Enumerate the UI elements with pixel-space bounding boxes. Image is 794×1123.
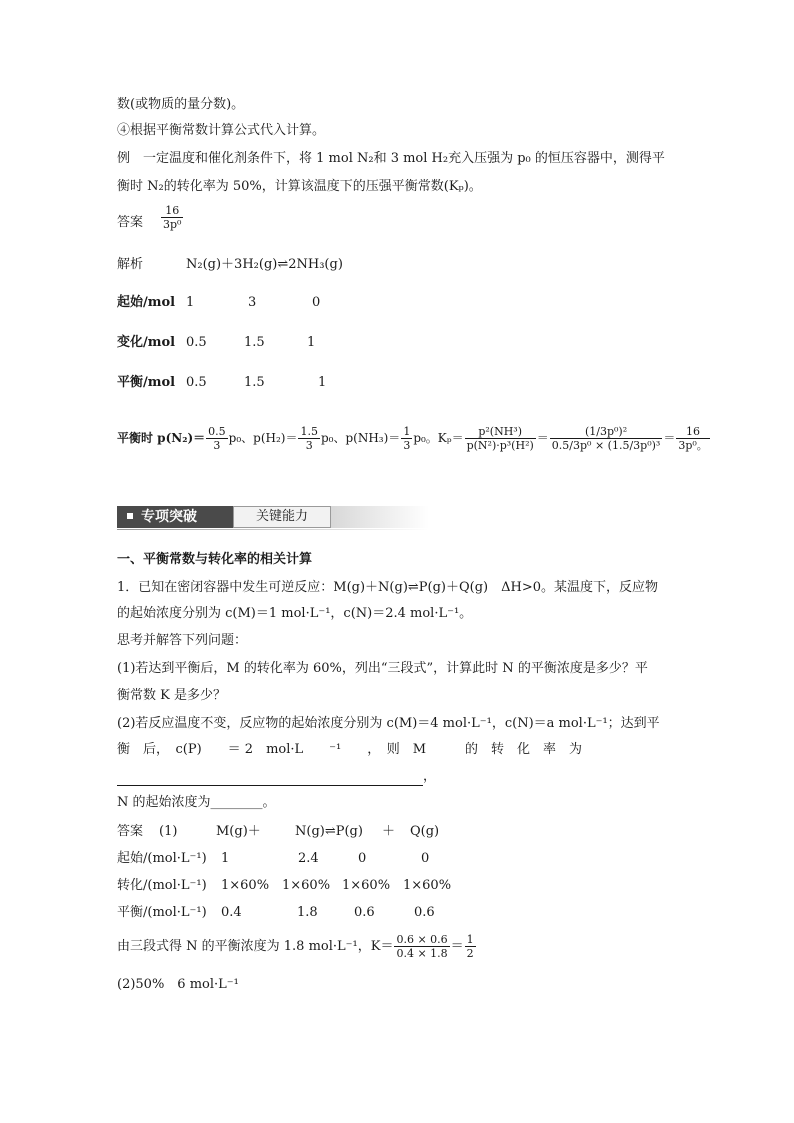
ex-cell: 1.5 (244, 375, 265, 390)
analysis-label: 解析 (117, 257, 144, 272)
ex-cell: 1 (318, 375, 327, 390)
ex-row-label-eq: 平衡/mol (117, 375, 176, 390)
frac-den: 3 (305, 439, 313, 452)
square-icon (127, 513, 133, 519)
ex-row-label-start: 起始/mol (117, 295, 176, 310)
frac-den: 2 (466, 947, 474, 960)
kp-text: p₀、p(NH₃)＝ (320, 431, 401, 445)
answer2-label: 答案 (117, 824, 144, 839)
a2-row-label: 平衡/(mol·L⁻¹) (117, 905, 207, 920)
frac-den: 0.4 × 1.8 (396, 947, 448, 960)
question-line: (1)若达到平衡后，M 的转化率为 60%，列出“三段式”，计算此时 N 的平衡浓度是多少？平 (117, 661, 648, 676)
ex-cell: 1 (186, 295, 195, 310)
kp-prefix: 平衡时 p(N₂)＝ (117, 431, 206, 445)
intro-line-2: ④根据平衡常数计算公式代入计算。 (117, 123, 326, 138)
answer2-part: (1) (159, 824, 178, 839)
k-equation (117, 933, 477, 960)
question-line: 衡常数 K 是多少？ (117, 688, 226, 703)
a2-cell: 2.4 (298, 851, 319, 866)
banner-rule (117, 529, 429, 530)
example-line-1: 例 一定温度和催化剂条件下，将 1 mol N₂和 3 mol H₂充入压强为 p₀ 的恒压容器中，测得平 (117, 151, 665, 166)
answer-blank (117, 771, 423, 786)
reaction-cell: N(g)⇌P(g) (295, 824, 363, 839)
frac-num: 1 (466, 933, 474, 946)
ex-cell: 1.5 (244, 335, 265, 350)
a2-cell: 1.8 (297, 905, 318, 920)
a2-row-label: 转化/(mol·L⁻¹) (117, 878, 207, 893)
answer-blank-line (117, 768, 436, 786)
banner-light: 关键能力 (233, 506, 331, 528)
k-text: 由三段式得 N 的平衡浓度为 1.8 mol·L⁻¹，K＝ (117, 939, 394, 954)
example-answer-label: 答案 (117, 215, 144, 230)
answer-denominator: 3p⁰ (163, 218, 182, 231)
frac-den: 0.5/3p⁰ × (1.5/3p⁰)³ (551, 439, 661, 452)
kp-equation (117, 425, 711, 452)
section-banner (117, 506, 429, 528)
answer2-part2: (2)50% 6 mol·L⁻¹ (117, 977, 239, 992)
banner-fade (331, 506, 429, 528)
reaction-cell: M(g)＋ (216, 824, 261, 839)
equals: ＝ (450, 939, 464, 954)
frac-den: 3 (213, 439, 221, 452)
frac-num: 0.5 (208, 425, 226, 438)
a2-cell: 1×60% (403, 878, 452, 893)
question-line: 的起始浓度分别为 c(M)＝1 mol·L⁻¹，c(N)＝2.4 mol·L⁻¹。 (117, 606, 473, 621)
a2-cell: 0.4 (221, 905, 242, 920)
analysis-reaction: N₂(g)＋3H₂(g)⇌2NH₃(g) (186, 257, 343, 272)
frac-den: 3p⁰。 (678, 439, 708, 452)
ex-cell: 0 (312, 295, 321, 310)
a2-row-label: 起始/(mol·L⁻¹) (117, 851, 207, 866)
a2-cell: 0 (421, 851, 430, 866)
equals: ＝ (663, 431, 676, 445)
a2-cell: 1×60% (221, 878, 270, 893)
frac-num: 1.5 (300, 425, 318, 438)
reaction-cell: ＋ (382, 824, 396, 839)
kp-text: p₀。Kₚ＝ (413, 431, 464, 445)
frac-num: 16 (676, 425, 709, 439)
frac-den: p(N²)·p³(H²) (466, 439, 534, 452)
a2-cell: 0.6 (354, 905, 375, 920)
example-line-2: 衡时 N₂的转化率为 50%，计算该温度下的压强平衡常数(Kₚ)。 (117, 179, 482, 194)
frac-den: 3 (403, 439, 411, 452)
ex-cell: 1 (307, 335, 316, 350)
intro-line-1: 数(或物质的量分数)。 (117, 97, 245, 112)
example-answer-fraction (160, 204, 184, 231)
a2-cell: 0.6 (414, 905, 435, 920)
question-line: 1．已知在密闭容器中发生可逆反应：M(g)＋N(g)⇌P(g)＋Q(g) ΔH>0。某温度下，反应物 (117, 580, 659, 595)
equals: ＝ (536, 431, 549, 445)
question-line: 思考并解答下列问题： (117, 633, 248, 648)
kp-text: p₀、p(H₂)＝ (228, 431, 298, 445)
question-line: (2)若反应温度不变，反应物的起始浓度分别为 c(M)＝4 mol·L⁻¹，c(N)＝a mol·L⁻¹；达到平 (117, 716, 660, 731)
a2-cell: 0 (358, 851, 367, 866)
a2-cell: 1×60% (342, 878, 391, 893)
ex-cell: 3 (248, 295, 257, 310)
frac-num: p²(NH³) (465, 425, 536, 439)
frac-num: 0.6 × 0.6 (396, 933, 448, 946)
ex-cell: 0.5 (186, 375, 207, 390)
a2-cell: 1×60% (282, 878, 331, 893)
question-line: 衡 后， c(P) ＝ 2 mol·L ⁻¹ ， 则 M 的 转 化 率 为 (117, 742, 583, 757)
answer-numerator: 16 (161, 204, 183, 218)
banner-dark (117, 506, 233, 528)
section-heading: 一、平衡常数与转化率的相关计算 (117, 552, 313, 567)
question-line: N 的起始浓度为________。 (117, 795, 276, 810)
ex-row-label-change: 变化/mol (117, 335, 176, 350)
blank-comma: ， (423, 769, 437, 784)
frac-num: 1 (403, 425, 411, 438)
frac-num: (1/3p⁰)² (550, 425, 663, 439)
ex-cell: 0.5 (186, 335, 207, 350)
banner-dark-label: 专项突破 (141, 509, 197, 525)
a2-cell: 1 (221, 851, 230, 866)
reaction-cell: Q(g) (410, 824, 440, 839)
